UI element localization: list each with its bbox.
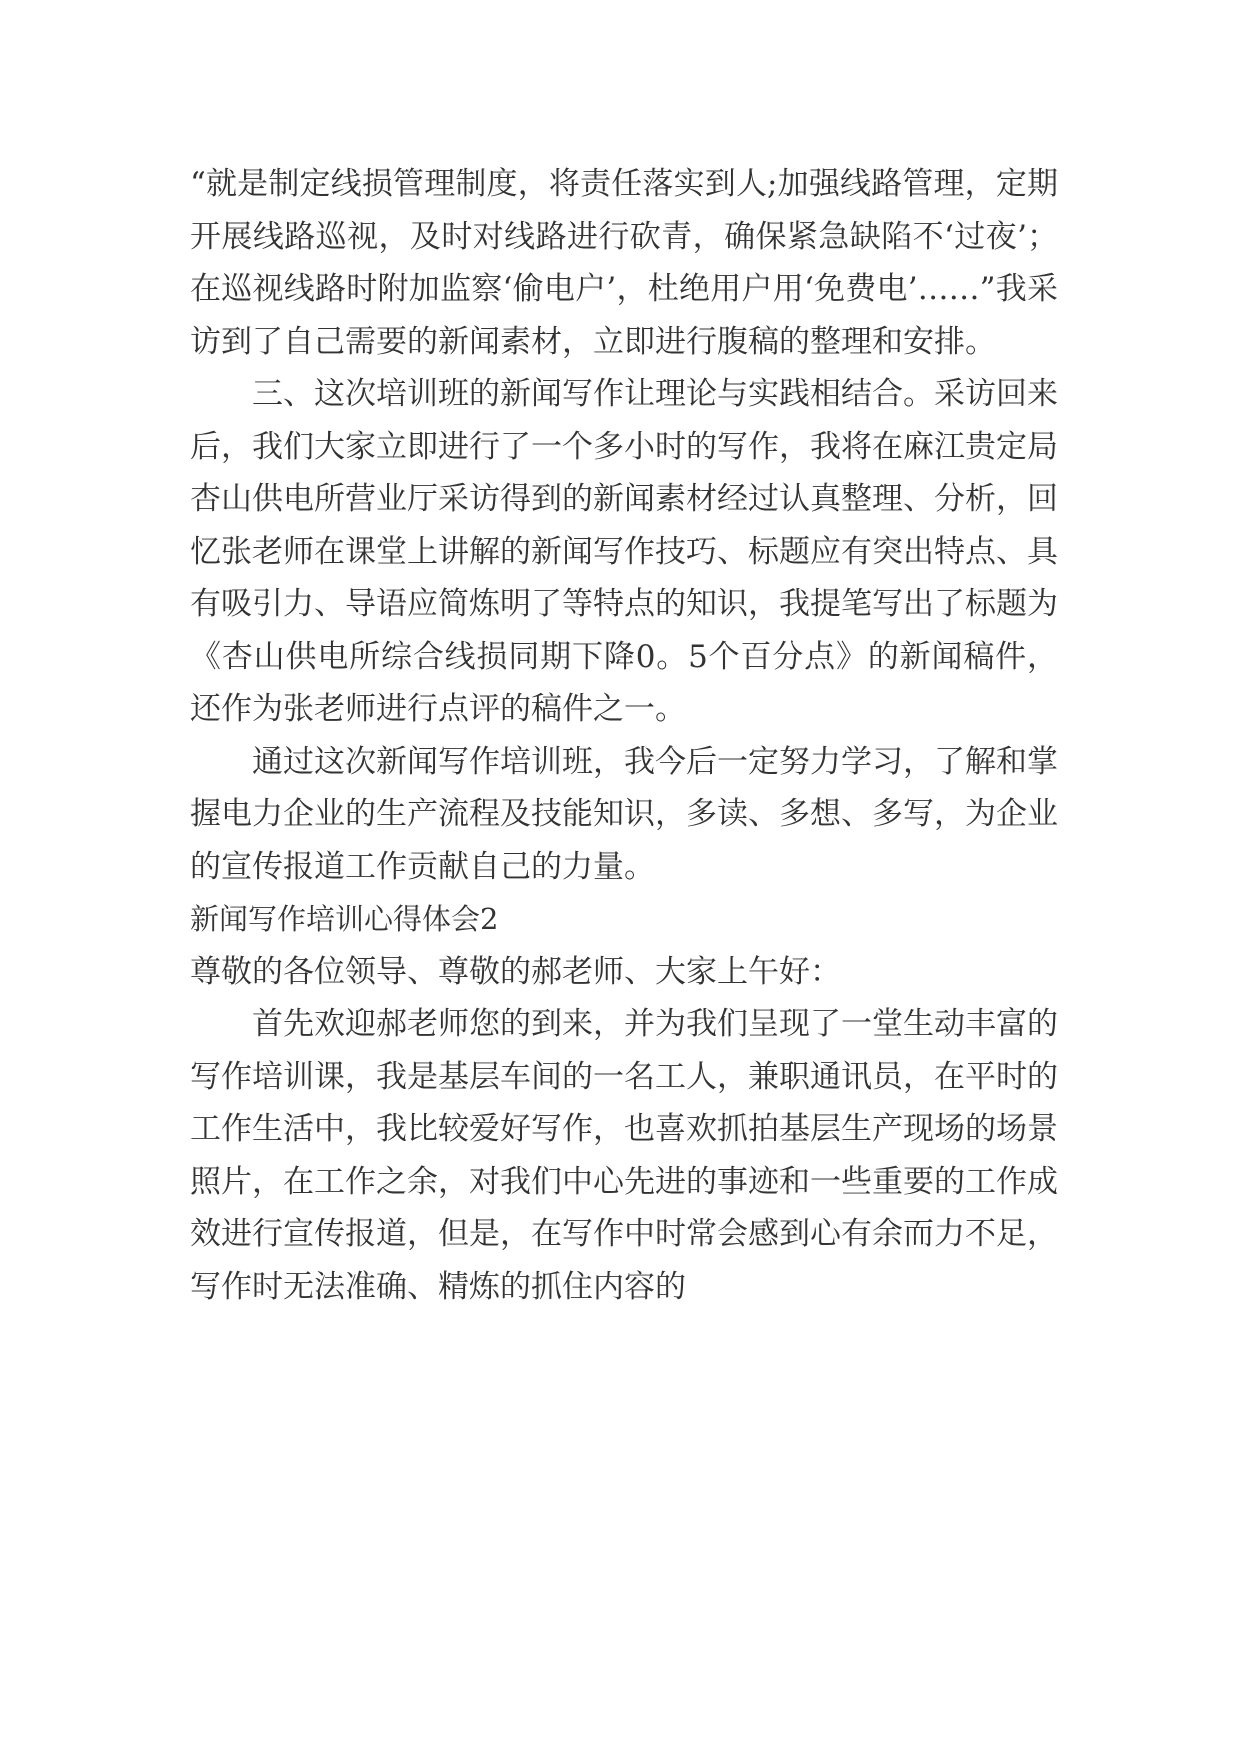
salutation-line: 尊敬的各位领导、尊敬的郝老师、大家上午好： — [190, 953, 841, 990]
document-body — [190, 158, 1058, 1313]
paragraph-quote-continuation: “就是制定线损管理制度，将责任落实到人;加强线路管理，定期开展线路巡视，及时对线路进行砍青，确保紧急缺陷不‘过夜’；在巡视线路时附加监察‘偷电户’，杜绝用户用‘免费电’……”我采访到了自己需要的新闻素材，立即进行腹稿的整理和安排。 — [190, 166, 1058, 360]
paragraph-opening: 首先欢迎郝老师您的到来，并为我们呈现了一堂生动丰富的写作培训课，我是基层车间的一名工人，兼职通讯员，在平时的工作生活中，我比较爱好写作，也喜欢抓拍基层生产现场的场景照片，在工作之余，对我们中心先进的事迹和一些重要的工作成效进行宣传报道，但是，在写作中时常会感到心有余而力不足，写作时无法准确、精炼的抓住内容的 — [190, 1006, 1058, 1305]
paragraph-conclusion: 通过这次新闻写作培训班，我今后一定努力学习，了解和掌握电力企业的生产流程及技能知识，多读、多想、多写，为企业的宣传报道工作贡献自己的力量。 — [190, 743, 1058, 885]
paragraph-point-three: 三、这次培训班的新闻写作让理论与实践相结合。采访回来后，我们大家立即进行了一个多小时的写作，我将在麻江贵定局杏山供电所营业厅采访得到的新闻素材经过认真整理、分析，回忆张老师在课堂上讲解的新闻写作技巧、标题应有突出特点、具有吸引力、导语应简炼明了等特点的知识，我提笔写出了标题为《杏山供电所综合线损同期下降0。5个百分点》的新闻稿件，还作为张老师进行点评的稿件之一。 — [190, 376, 1058, 727]
section-title: 新闻写作培训心得体会2 — [190, 902, 499, 936]
